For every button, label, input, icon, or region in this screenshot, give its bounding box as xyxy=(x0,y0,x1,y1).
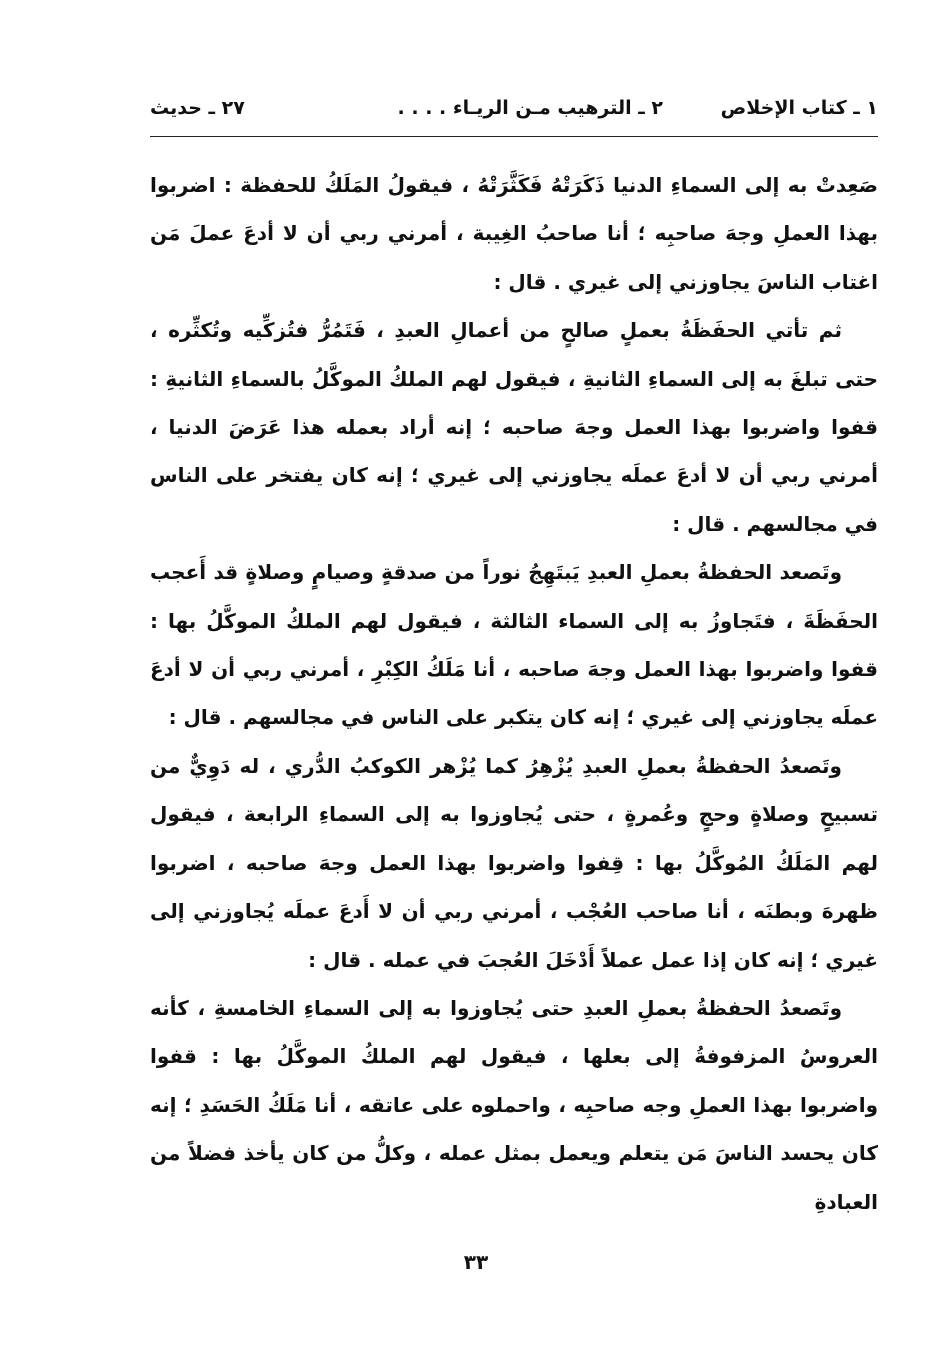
paragraph-2: ثم تأتي الحفَظَةُ بعملٍ صالحٍ من أعمالِ العبدِ ، فَتَمُرُّ فتُزكِّيه وتُكثِّره ، حتى تبلغَ به إلى السماءِ الثانيةِ ، فيقول لهم الملكُ الموكَّلُ بالسماءِ الثانيةِ : قفوا واضربوا بهذا العمل وجهَ صاحبه ؛ إنه أراد بعمله هذا عَرَضَ الدنيا ، أمرني ربي أن لا أدعَ عملَه يجاوزني إلى غيري ؛ إنه كان يفتخر على الناس في مجالسهم . قال : xyxy=(150,318,878,536)
page-number: ٣٣ xyxy=(463,1250,489,1274)
paragraph-5: وتَصعدُ الحفظةُ بعملِ العبدِ حتى يُجاوزوا به إلى السماءِ الخامسةِ ، كأنه العروسُ المزفوفةُ إلى بعلها ، فيقول لهم الملكُ الموكَّلُ بها : قفوا واضربوا بهذا العملِ وجه صاحبِه ، واحملوه على عاتقه ، أنا مَلَكُ الحَسَدِ ؛ إنه كان يحسد الناسَ مَن يتعلم ويعمل بمثل عمله ، وكلُّ من كان يأخذ فضلاً من العبادةِ xyxy=(150,995,878,1214)
paragraph-3: وتَصعد الحفظةُ بعملِ العبدِ يَبتَهِجُ نوراً من صدقةٍ وصيامٍ وصلاةٍ قد أَعجب الحفَظَةَ ، فتَجاوزُ به إلى السماء الثالثة ، فيقول لهم الملكُ الموكَّلُ بها : قفوا واضربوا بهذا العمل وجهَ صاحبه ، أنا مَلَكُ الكِبْرِ ، أمرني ربي أن لا أدعَ عملَه يجاوزني إلى غيري ؛ إنه كان يتكبر على الناس في مجالسهم . قال : xyxy=(150,560,878,730)
paragraph-4: وتَصعدُ الحفظةُ بعملِ العبدِ يُزْهِرُ كما يُزْهر الكوكبُ الدُّري ، له دَوِيٌّ من تسبيحٍ وصلاةٍ وحجٍ وعُمرةٍ ، حتى يُجاوزوا به إلى السماءِ الرابعة ، فيقول لهم المَلَكُ المُوكَّلُ بها : قِفوا واضربوا بهذا العمل وجهَ صاحبه ، اضربوا ظهرهَ وبطنَه ، أنا صاحب العُجْب ، أمرني ربي أن لا أَدعَ عملَه يُجاوزني إلى غيري ؛ إنه كان إذا عمل عملاً أَدْخَلَ العُجبَ في عمله . قال : xyxy=(150,753,878,972)
paragraph-1: صَعِدتْ به إلى السماءِ الدنيا ذَكَرَتْهُ فَكَثَّرَتْهُ ، فيقولُ المَلَكُ للحفظة : اضربوا بهذا العملِ وجهَ صاحبِه ؛ أنا صاحبُ الغِيبة ، أمرني ربي أن لا أدعَ عملَ مَن اغتاب الناسَ يجاوزني إلى غيري . قال : xyxy=(150,173,878,294)
header-chapter-title: ٢ ـ الترهيب مـن الريـاء . . . . xyxy=(397,97,663,119)
header-hadith-number: ٢٧ ـ حديث xyxy=(150,97,245,119)
page xyxy=(150,88,878,1226)
body-text xyxy=(150,161,878,1226)
header-book-title: ١ ـ كتاب الإخلاص xyxy=(720,97,878,119)
running-header xyxy=(150,88,878,128)
header-divider xyxy=(150,136,878,137)
